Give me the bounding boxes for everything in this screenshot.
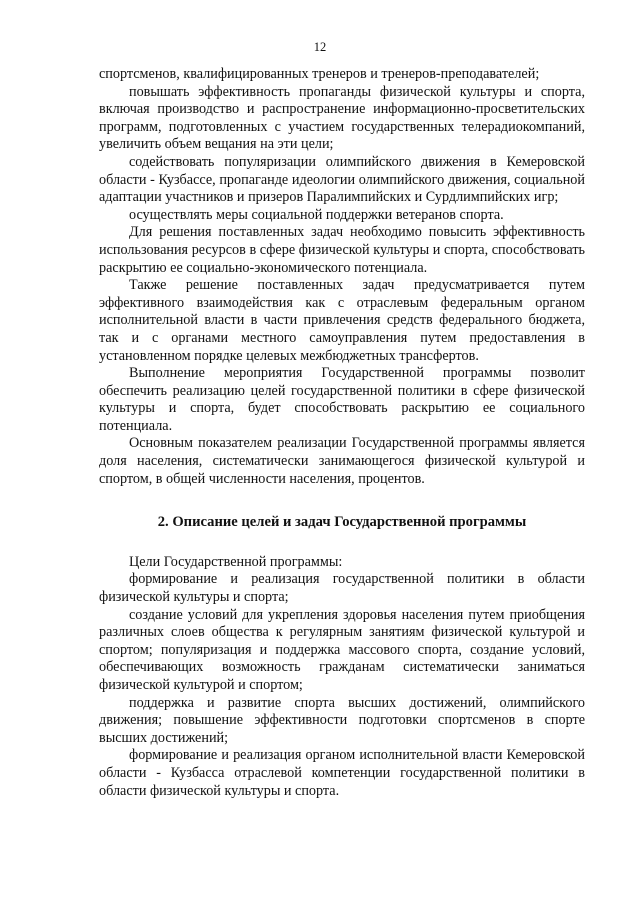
goal-item: поддержка и развитие спорта высших достижений, олимпийского движения; повышение эффективности подготовки спортсменов в спорте высших достижений; [99, 694, 585, 746]
paragraph: Также решение поставленных задач предусматривается путем эффективного взаимодействия как с отраслевым федеральным органом исполнительной власти в части привлечения средств федерального бюджета, так и с органами местного самоуправления путем предоставления в установленном порядке целевых межбюджетных трансфертов. [99, 277, 585, 364]
paragraph: содействовать популяризации олимпийского движения в Кемеровской области - Кузбассе, пропаганде идеологии олимпийского движения, социальной адаптации участников и призеров Паралимпийских и Сурдлимпийских игр; [99, 153, 585, 206]
paragraph: Для решения поставленных задач необходимо повысить эффективность использования ресурсов в сфере физической культуры и спорта, способствовать раскрытию ее социально-экономического потенциала. [99, 224, 585, 276]
goal-item: создание условий для укрепления здоровья населения путем приобщения различных слоев общества к регулярным занятиям физической культурой и спортом; популяризация и поддержка массового спорта, создание условий, обеспечивающих возможность гражданам систематически заниматься физической культурой и спортом; [99, 606, 585, 693]
paragraph: спортсменов, квалифицированных тренеров и тренеров-преподавателей; [99, 66, 540, 82]
goal-item: формирование и реализация государственной политики в области физической культуры и спорта; [99, 571, 585, 606]
paragraph: Выполнение мероприятия Государственной программы позволит обеспечить реализацию целей государственной политики в сфере физической культуры и спорта, будет способствовать раскрытию ее социального потенциала. [99, 365, 585, 434]
paragraph: повышать эффективность пропаганды физической культуры и спорта, включая производство и распространение информационно-просветительских программ, подготовленных с участием государственных телерадиокомпаний, увеличить объем вещания на эти цели; [99, 83, 585, 153]
page-number: 12 [313, 40, 327, 54]
goal-item: формирование и реализация органом исполнительной власти Кемеровской области - Кузбасса отраслевой компетенции государственной политики в области физической культуры и спорта. [99, 747, 585, 799]
paragraph: Основным показателем реализации Государственной программы является доля населения, систематически занимающегося физической культурой и спортом, в общей численности населения, процентов. [99, 435, 585, 487]
page-content [99, 66, 585, 800]
goals-intro: Цели Государственной программы: [129, 553, 343, 570]
section-heading: 2. Описание целей и задач Государственной программы [157, 514, 527, 531]
paragraph: осуществлять меры социальной поддержки ветеранов спорта. [129, 206, 504, 223]
